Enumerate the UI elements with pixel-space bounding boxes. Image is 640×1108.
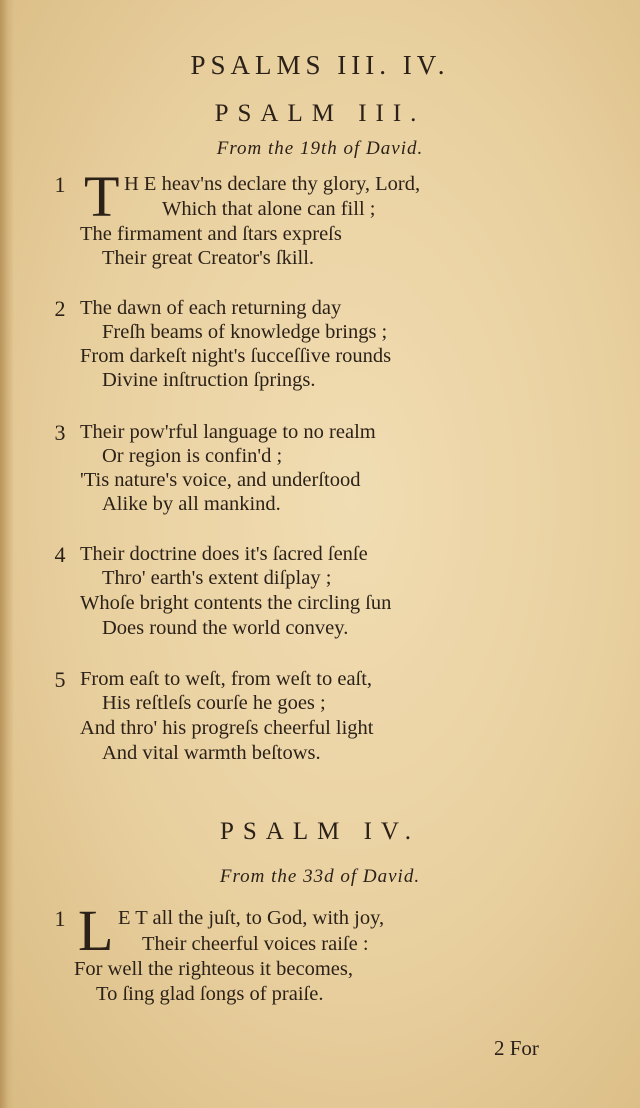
verse-line: E T all the juſt, to God, with joy, [118,907,385,929]
verse-line: Which that alone can fill ; [162,198,376,220]
verse-line: Divine inſtruction ſprings. [102,369,316,391]
stanza-number: 3 [54,420,66,445]
catchword: 2 For [494,1036,539,1060]
verse-line: The firmament and ſtars expreſs [80,223,342,245]
verse-line: Alike by all mankind. [102,493,281,515]
verse-line: From eaſt to weſt, from weſt to eaſt, [80,668,373,690]
psalm-4-title: PSALM IV. [219,818,421,845]
stanza-number: 4 [54,542,66,567]
drop-cap: T [84,164,120,229]
verse-line: Does round the world convey. [102,617,349,639]
stanza-number: 1 [54,906,66,931]
stanza-number: 5 [54,667,66,692]
verse-line: Their doctrine does it's ſacred ſenſe [80,543,368,565]
verse-line: Or region is confin'd ; [102,445,283,467]
verse-line: His reſtleſs courſe he goes ; [102,692,326,714]
verse-line: And thro' his progreſs cheerful light [80,717,374,739]
verse-line: The dawn of each returning day [80,297,342,319]
verse-line: Whoſe bright contents the circling ſun [80,592,392,614]
verse-line: From darkeſt night's ſucceſſive rounds [80,345,392,367]
psalm-3-title: PSALM III. [214,100,426,127]
verse-line: 'Tis nature's voice, and underſtood [80,469,361,491]
verse-line: H E heav'ns declare thy glory, Lord, [124,173,421,195]
verse-line: Freſh beams of knowledge brings ; [102,321,388,343]
stanza-number: 2 [54,296,66,321]
verse-line: Thro' earth's extent diſplay ; [102,567,332,589]
drop-cap: L [78,898,114,963]
verse-line: For well the righteous it becomes, [74,958,353,980]
verse-line: Their great Creator's ſkill. [102,247,315,269]
verse-line: And vital warmth beſtows. [102,742,321,764]
verse-line: Their cheerful voices raiſe : [142,933,369,955]
psalm-3-subtitle: From the 19th of David. [216,138,424,159]
stanza-number: 1 [54,172,66,197]
running-head: PSALMS III. IV. [190,50,450,80]
verse-line: To ſing glad ſongs of praiſe. [96,983,324,1005]
page-gutter-shadow [0,0,14,1108]
psalm-4-subtitle: From the 33d of David. [219,866,421,887]
verse-line: Their pow'rful language to no realm [80,421,376,443]
